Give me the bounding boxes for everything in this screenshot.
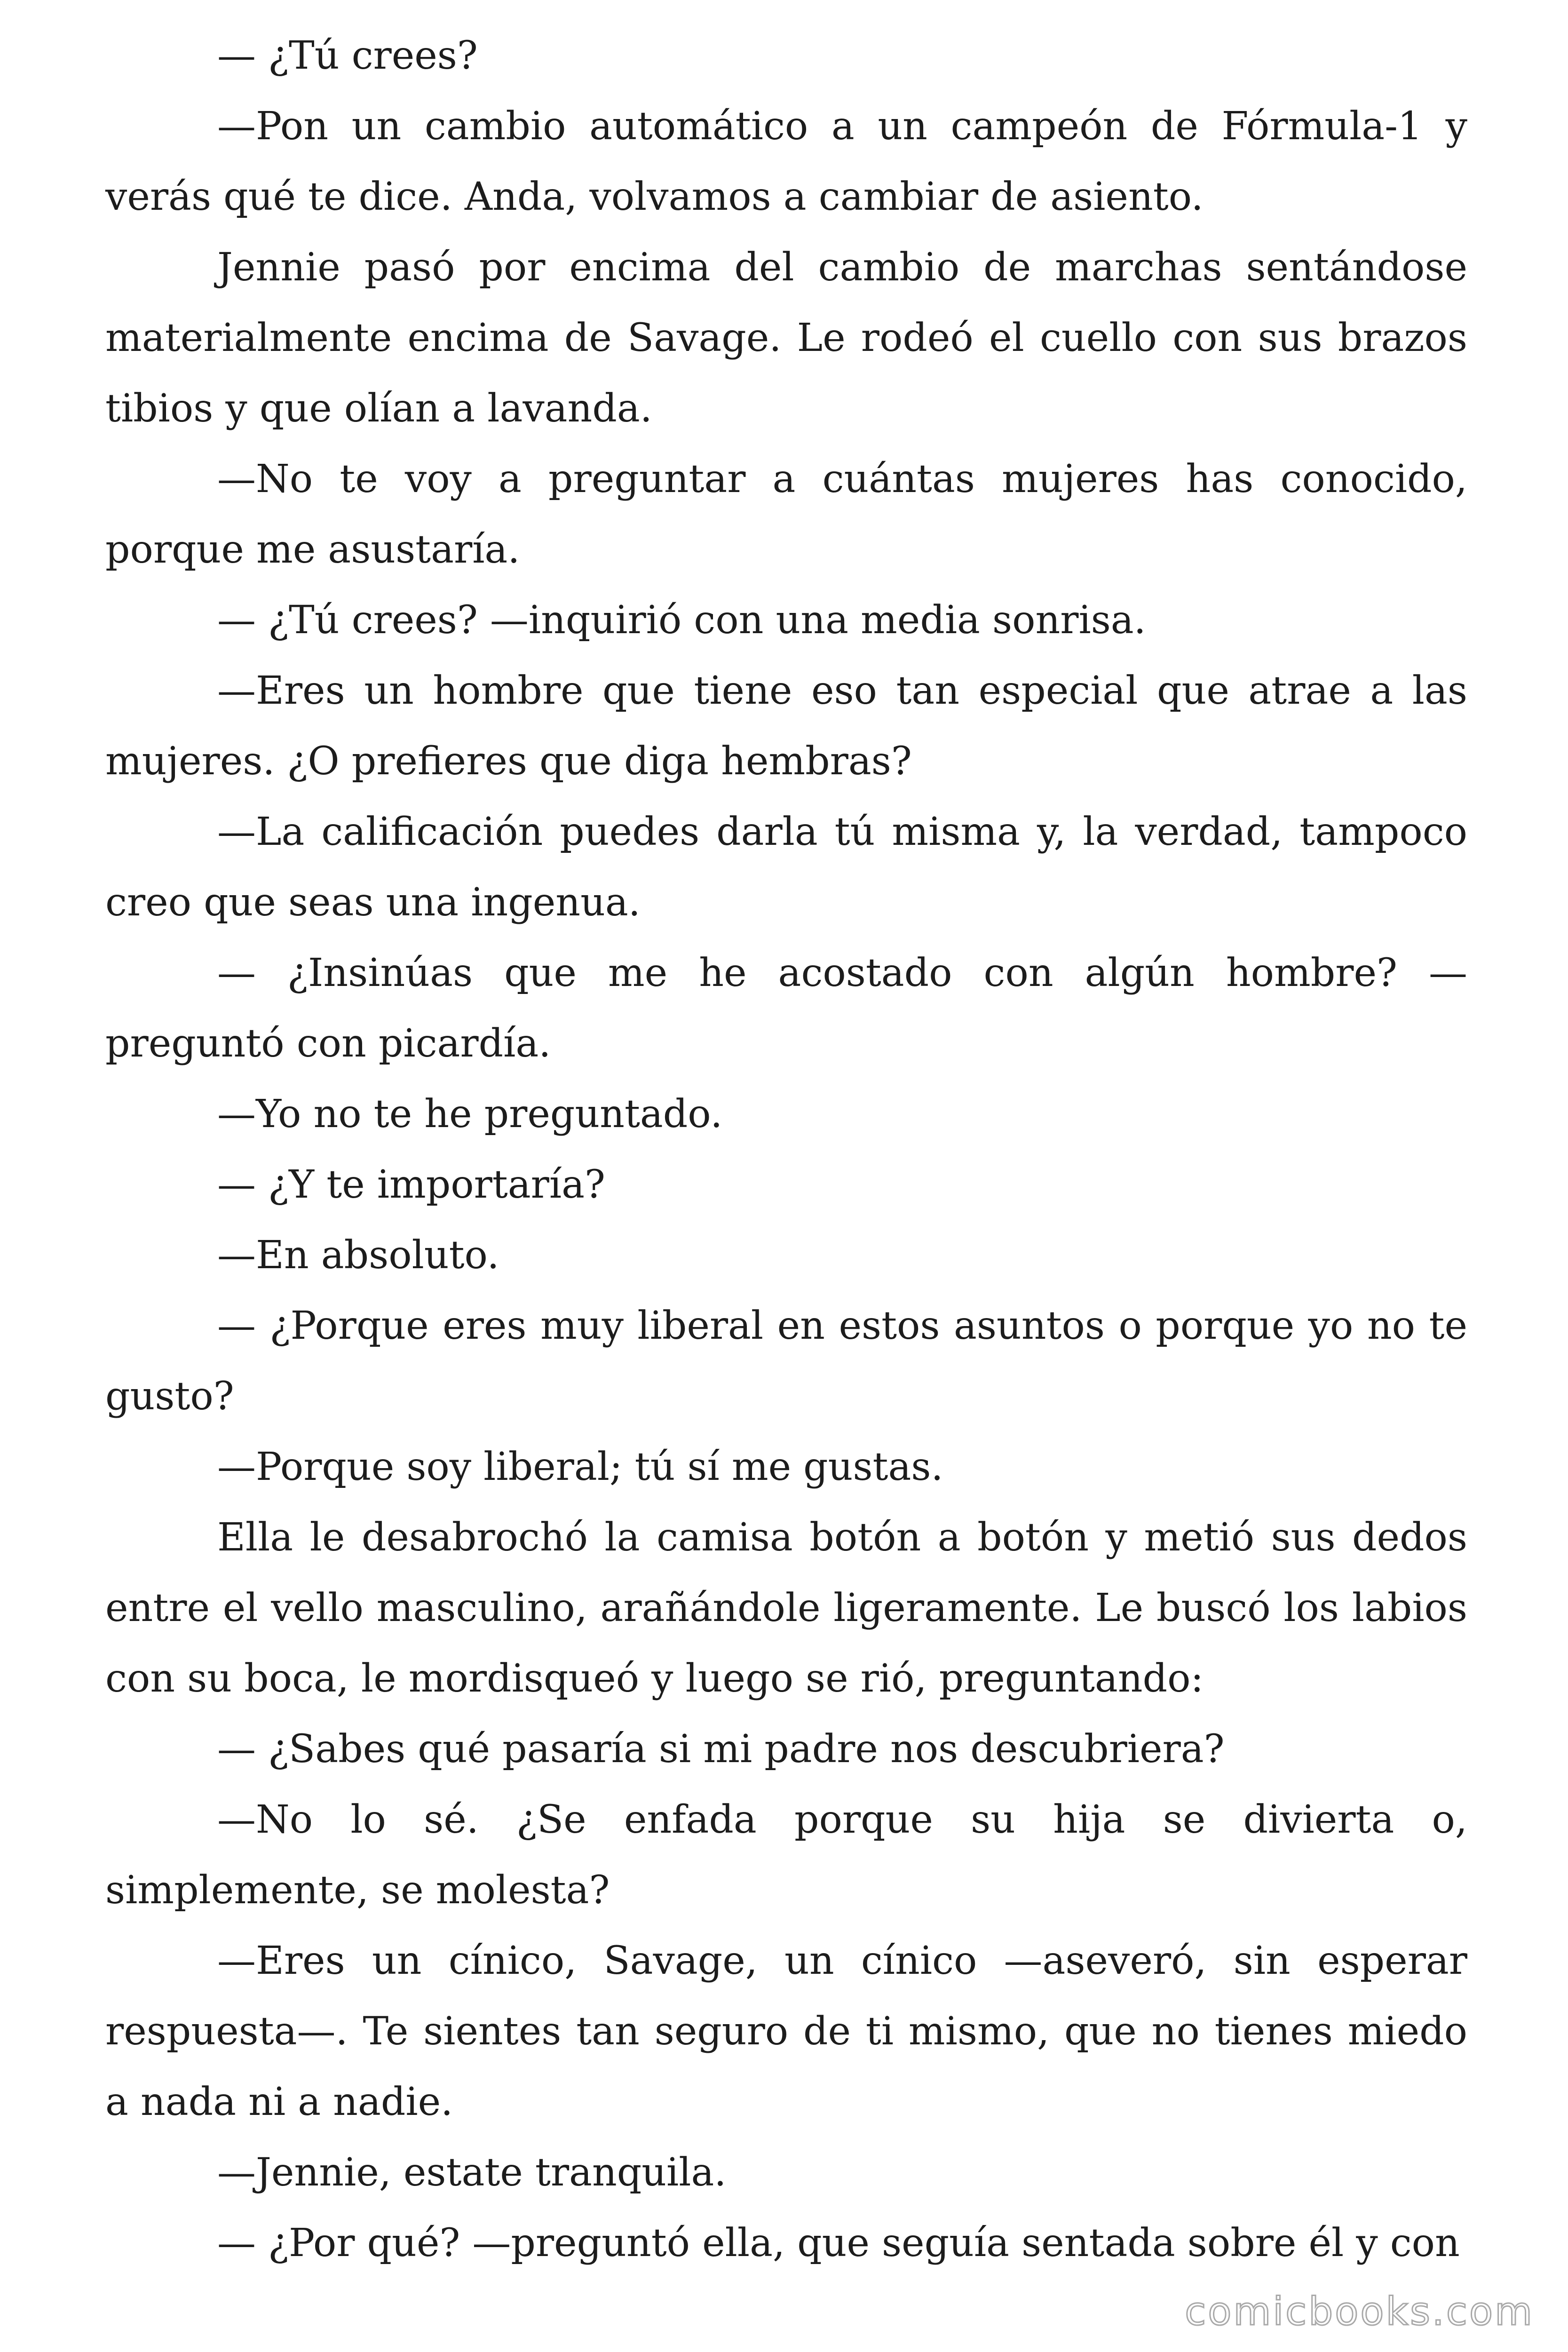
paragraph-8: — ¿Insinúas que me he acostado con algún hombre? —preguntó con picardía. — [105, 951, 1467, 1066]
paragraph-10: — ¿Y te importaría? — [217, 1162, 605, 1207]
paragraph-17: —Eres un cínico, Savage, un cínico —aseveró, sin esperar respuesta—. Te sientes tan seguro de ti mismo, que no tienes miedo a nada ni a nadie. — [105, 1939, 1467, 2124]
paragraph-14: Ella le desabrochó la camisa botón a botón y metió sus dedos entre el vello masculino, arañándole ligeramente. Le buscó los labios con su boca, le mordisqueó y luego se rió, preguntando: — [105, 1515, 1467, 1701]
page-body-text — [105, 21, 1467, 2279]
paragraph-3: Jennie pasó por encima del cambio de marchas sentándose materialmente encima de Savage. Le rodeó el cuello con sus brazos tibios y que olían a lavanda. — [105, 245, 1467, 431]
paragraph-19: — ¿Por qué? —preguntó ella, que seguía sentada sobre él y con — [217, 2221, 1460, 2265]
paragraph-6: —Eres un hombre que tiene eso tan especial que atrae a las mujeres. ¿O prefieres que diga hembras? — [105, 668, 1467, 784]
paragraph-12: — ¿Porque eres muy liberal en estos asuntos o porque yo no te gusto? — [105, 1303, 1467, 1419]
paragraph-18: —Jennie, estate tranquila. — [217, 2150, 727, 2195]
watermark-text: comicbooks.com — [1185, 2289, 1534, 2334]
paragraph-7: —La calificación puedes darla tú misma y, la verdad, tampoco creo que seas una ingenua. — [105, 810, 1467, 925]
paragraph-11: —En absoluto. — [217, 1233, 499, 1278]
paragraph-15: — ¿Sabes qué pasaría si mi padre nos descubriera? — [217, 1727, 1225, 1772]
paragraph-5: — ¿Tú crees? —inquirió con una media sonrisa. — [217, 598, 1146, 643]
paragraph-1: — ¿Tú crees? — [217, 33, 478, 78]
paragraph-2: —Pon un cambio automático a un campeón de Fórmula-1 y verás qué te dice. Anda, volvamos a cambiar de asiento. — [105, 104, 1467, 219]
paragraph-16: —No lo sé. ¿Se enfada porque su hija se divierta o, simplemente, se molesta? — [105, 1797, 1467, 1913]
paragraph-4: —No te voy a preguntar a cuántas mujeres has conocido, porque me asustaría. — [105, 457, 1467, 572]
paragraph-9: —Yo no te he preguntado. — [217, 1092, 723, 1136]
paragraph-13: —Porque soy liberal; tú sí me gustas. — [217, 1445, 943, 1489]
